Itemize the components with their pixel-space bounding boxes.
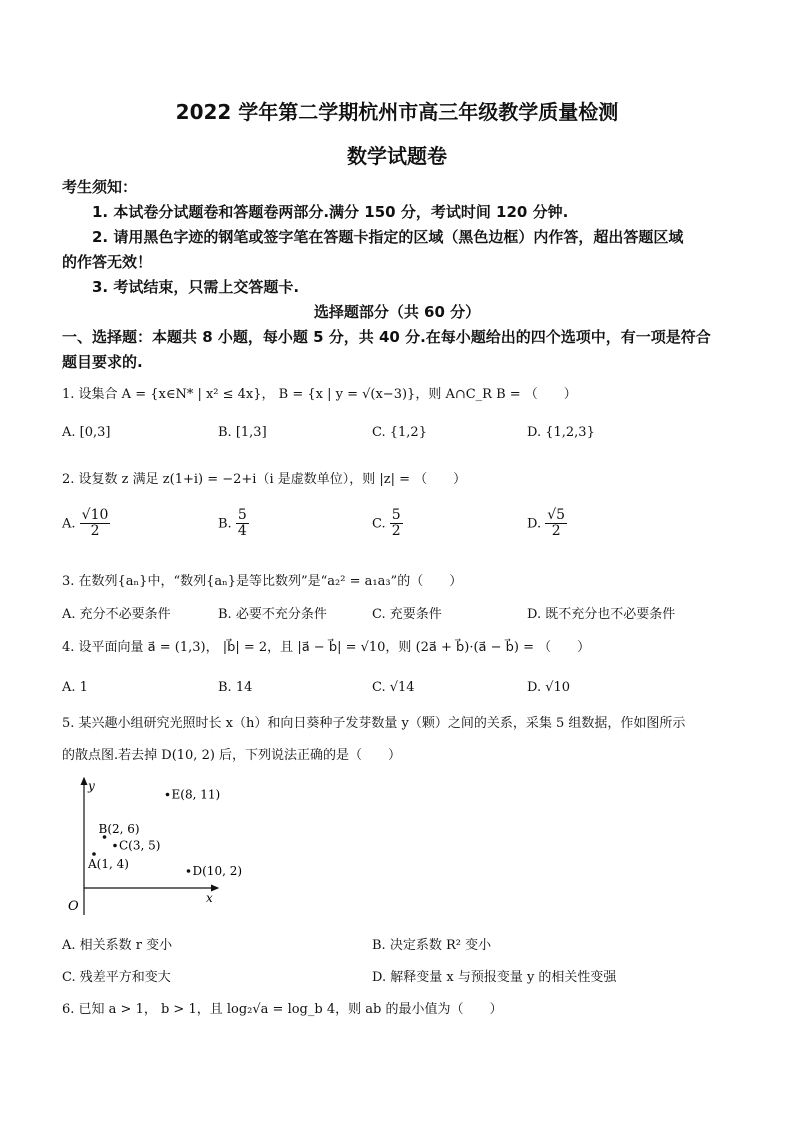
q4-option-d: D. √10 xyxy=(527,680,571,695)
question-1: 1. 设集合 A = {x∈N* | x² ≤ 4x}， B = {x | y = √(x−3)}，则 A∩C_R B = （ ） xyxy=(62,387,577,402)
q1-option-c: C. {1,2} xyxy=(372,425,427,440)
q3-option-d: D. 既不充分也不必要条件 xyxy=(527,607,676,622)
question-5-line-1: 5. 某兴趣小组研究光照时长 x（h）和向日葵种子发芽数量 y（颗）之间的关系，采集 5 组数据，作如图所示 xyxy=(62,716,686,731)
q1-option-b: B. [1,3] xyxy=(218,425,267,440)
x-axis-label: x xyxy=(206,891,213,905)
q5-option-b: B. 决定系数 R² 变小 xyxy=(372,938,492,953)
scatter-point-label-1: B(2, 6) xyxy=(98,822,140,836)
q3-option-a: A. 充分不必要条件 xyxy=(62,607,171,622)
q1-option-d: D. {1,2,3} xyxy=(527,425,595,440)
origin-label: O xyxy=(68,899,79,914)
q2-option-a: A. $\frac{√10}{2}$ xyxy=(62,507,109,540)
q3-option-b: B. 必要不充分条件 xyxy=(218,607,327,622)
scatter-point-label-0: A(1, 4) xyxy=(88,857,129,871)
scatter-point-label-3: D(10, 2) xyxy=(192,864,243,878)
q5-option-a: A. 相关系数 r 变小 xyxy=(62,938,173,953)
question-3: 3. 在数列{aₙ}中，“数列{aₙ}是等比数列”是“a₂² = a₁a₃”的（ ） xyxy=(62,574,463,589)
notice-heading: 考生须知： xyxy=(62,178,138,196)
scatter-point-0 xyxy=(92,852,96,856)
scatter-point-label-2: C(3, 5) xyxy=(119,838,161,853)
q5-option-c: C. 残差平方和变大 xyxy=(62,970,171,985)
scatter-point-2 xyxy=(113,844,117,848)
q3-option-c: C. 充要条件 xyxy=(372,607,442,622)
q4-option-c: C. √14 xyxy=(372,680,415,695)
question-5-line-2: 的散点图.若去掉 D(10, 2) 后，下列说法正确的是（ ） xyxy=(62,748,402,763)
notice-item-1: 1. 本试卷分试题卷和答题卷两部分.满分 150 分，考试时间 120 分钟. xyxy=(92,203,569,221)
q4-option-a: A. 1 xyxy=(62,680,88,695)
scatter-point-label-4: E(8, 11) xyxy=(171,787,221,802)
page-subtitle: 数学试题卷 xyxy=(347,144,447,168)
q1-option-a: A. [0,3] xyxy=(62,425,111,440)
q4-option-b: B. 14 xyxy=(218,680,253,695)
scatter-plot xyxy=(60,770,260,920)
q2-option-b: B. $\frac{5}{4}$ xyxy=(218,507,247,540)
question-2: 2. 设复数 z 满足 z(1+i) = −2+i（i 是虚数单位），则 |z| = （ ） xyxy=(62,472,467,487)
q5-option-d: D. 解释变量 x 与预报变量 y 的相关性变强 xyxy=(372,970,617,985)
page-title: 2022 学年第二学期杭州市高三年级教学质量检测 xyxy=(175,100,619,124)
notice-item-3: 3. 考试结束，只需上交答题卡. xyxy=(92,278,300,296)
part1-instruction-2: 题目要求的. xyxy=(62,353,143,371)
notice-item-2-cont: 的作答无效！ xyxy=(62,253,153,271)
scatter-point-4 xyxy=(166,793,170,797)
part1-instruction-1: 一、选择题：本题共 8 小题，每小题 5 分，共 40 分.在每小题给出的四个选项中，有一项是符合 xyxy=(62,328,711,346)
q2-option-d: D. $\frac{√5}{2}$ xyxy=(527,507,566,540)
question-6: 6. 已知 a > 1， b > 1，且 log₂√a = log_b 4，则 ab 的最小值为（ ） xyxy=(62,1002,503,1017)
scatter-point-3 xyxy=(187,869,191,873)
y-axis-label: y xyxy=(88,779,95,793)
section-heading: 选择题部分（共 60 分） xyxy=(313,303,481,321)
q2-option-c: C. $\frac{5}{2}$ xyxy=(372,507,401,540)
notice-item-2: 2. 请用黑色字迹的钢笔或签字笔在答题卡指定的区域（黑色边框）内作答，超出答题区域 xyxy=(92,228,684,246)
question-4: 4. 设平面向量 a⃗ = (1,3)， |b⃗| = 2，且 |a⃗ − b⃗| = √10，则 (2a⃗ + b⃗)·(a⃗ − b⃗) = （ ） xyxy=(62,640,591,655)
